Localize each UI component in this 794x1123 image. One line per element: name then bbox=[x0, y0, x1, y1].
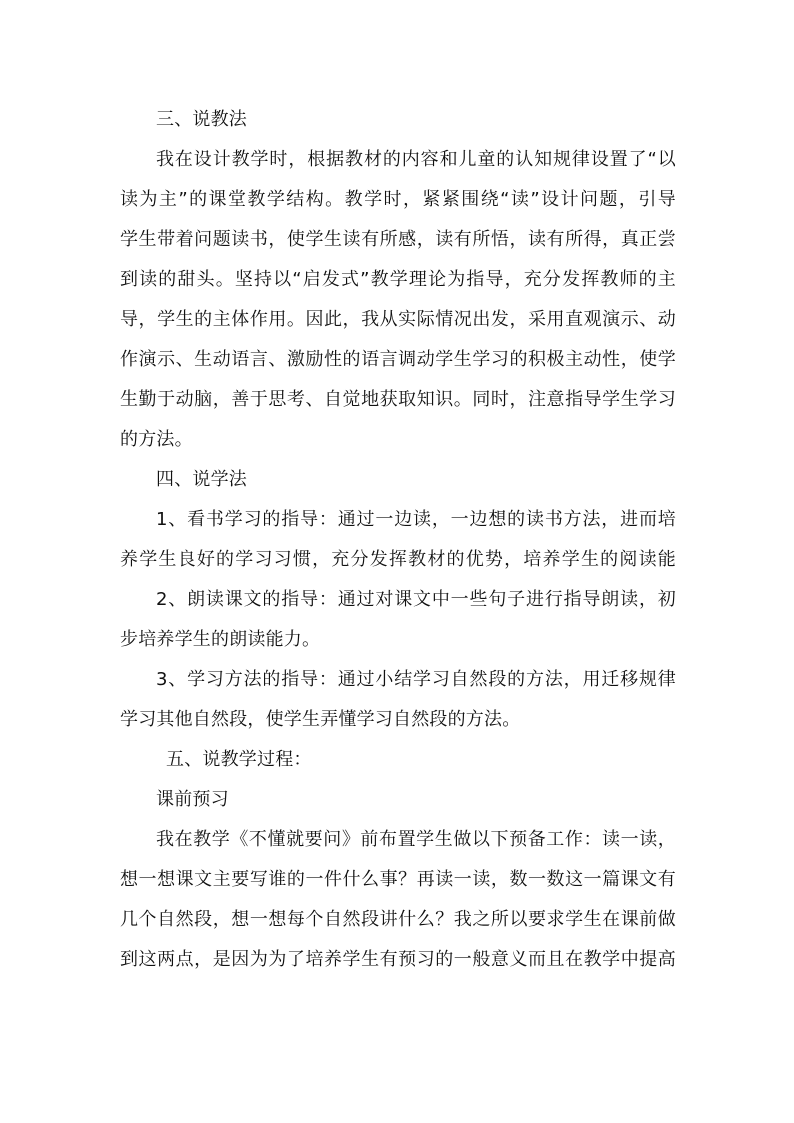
paragraph-line: 到这两点，是因为为了培养学生有预习的一般意义而且在教学中提高 bbox=[120, 949, 676, 970]
list-item-line: 1、看书学习的指导：通过一边读，一边想的读书方法，进而培 bbox=[156, 509, 676, 530]
heading-teaching-method: 三、说教法 bbox=[156, 109, 247, 130]
heading-learning-method: 四、说学法 bbox=[156, 469, 247, 490]
paragraph-line: 到读的甜头。坚持以“启发式”教学理论为指导，充分发挥教师的主 bbox=[120, 269, 676, 290]
paragraph-line: 我在设计教学时，根据教材的内容和儿童的认知规律设置了“以 bbox=[156, 149, 676, 170]
document-body bbox=[120, 100, 676, 980]
list-item-line: 2、朗读课文的指导：通过对课文中一些句子进行指导朗读，初 bbox=[156, 589, 676, 610]
heading-teaching-process: 五、说教学过程： bbox=[166, 749, 312, 770]
list-item-line: 学习其他自然段，使学生弄懂学习自然段的方法。 bbox=[120, 709, 521, 730]
paragraph-line: 的方法。 bbox=[120, 429, 193, 450]
list-item-line: 养学生良好的学习习惯，充分发挥教材的优势，培养学生的阅读能 bbox=[120, 549, 676, 570]
paragraph-line: 生勤于动脑，善于思考、自觉地获取知识。同时，注意指导学生学习 bbox=[120, 389, 676, 410]
paragraph-line: 导，学生的主体作用。因此，我从实际情况出发，采用直观演示、动 bbox=[120, 309, 676, 330]
paragraph-line: 作演示、生动语言、激励性的语言调动学生学习的积极主动性，使学 bbox=[120, 349, 676, 370]
paragraph-line: 我在教学《不懂就要问》前布置学生做以下预备工作：读一读， bbox=[156, 829, 676, 850]
subheading-preview: 课前预习 bbox=[156, 789, 229, 810]
paragraph-line: 想一想课文主要写谁的一件什么事？再读一读，数一数这一篇课文有 bbox=[120, 869, 676, 890]
paragraph-line: 几个自然段，想一想每个自然段讲什么？我之所以要求学生在课前做 bbox=[120, 909, 676, 930]
list-item-line: 3、学习方法的指导：通过小结学习自然段的方法，用迁移规律 bbox=[156, 669, 676, 690]
list-item-line: 步培养学生的朗读能力。 bbox=[120, 629, 321, 650]
paragraph-line: 读为主”的课堂教学结构。教学时，紧紧围绕“读”设计问题，引导 bbox=[120, 189, 676, 210]
paragraph-line: 学生带着问题读书，使学生读有所感，读有所悟，读有所得，真正尝 bbox=[120, 229, 676, 250]
